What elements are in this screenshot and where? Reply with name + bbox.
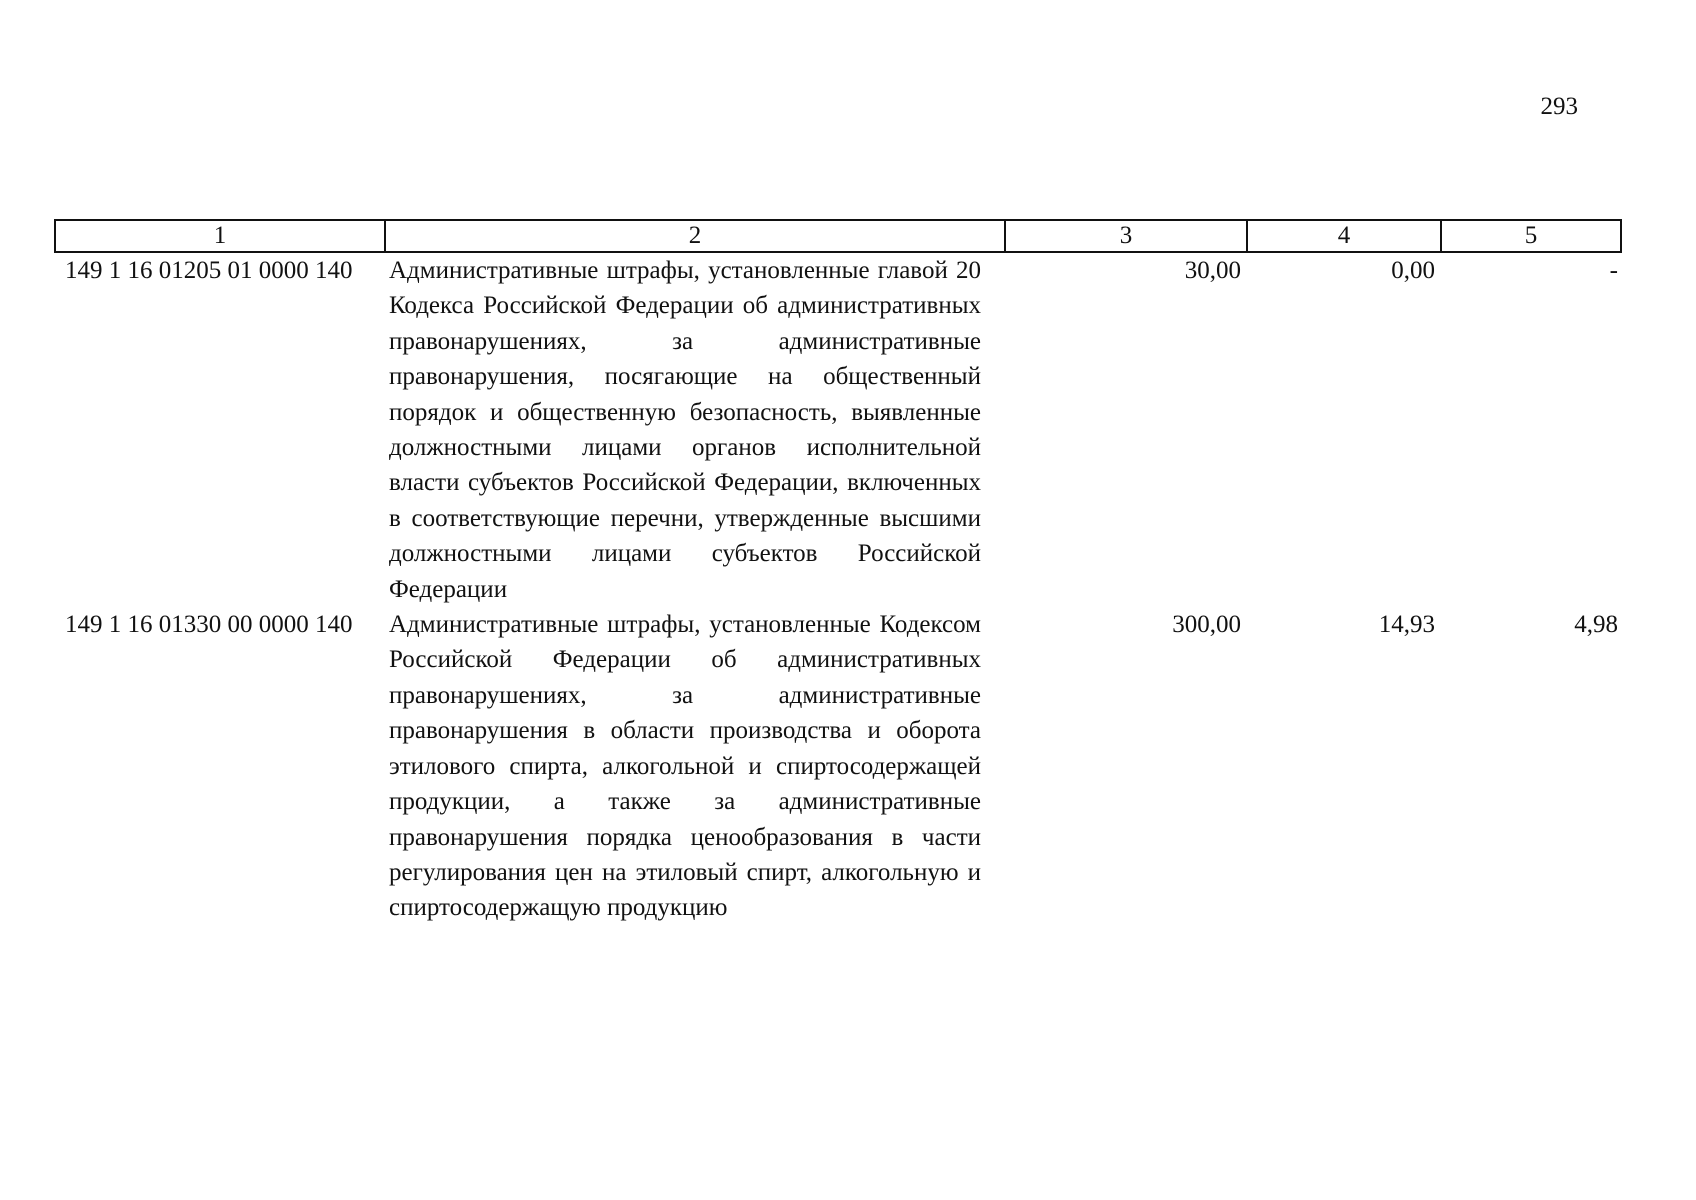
header-col-2: 2 [385, 220, 1005, 252]
budget-code: 149 1 16 01205 01 0000 140 [65, 257, 353, 284]
revenue-description: Административные штрафы, установленные главой 20 Кодекса Российской Федерации об административных правонарушениях, за административные правонарушения, посягающие на общественный порядок и общественную безопасность, выявленные должностными лицами органов исполнительной власти субъектов Российской Федерации, включенных в соответствующие перечни, утвержденные высшими должностными лицами субъектов Российской Федерации [389, 257, 981, 603]
table-row [55, 607, 1621, 926]
page-number: 293 [1540, 93, 1578, 120]
value-col-4: 14,93 [1378, 611, 1435, 639]
value-col-4: 0,00 [1391, 257, 1435, 284]
value-col-5: - [1609, 257, 1618, 284]
header-row [55, 220, 1621, 252]
revenue-table [54, 219, 1622, 926]
revenue-description: Административные штрафы, установленные Кодексом Российской Федерации об административных правонарушениях, за административные правонарушения в области производства и оборота этилового спирта, алкогольной и спиртосодержащей продукции, а также за административные правонарушения порядка ценообразования в части регулирования цен на этиловый спирт, алкогольную и спиртосодержащую продукцию [389, 611, 981, 922]
table-header [55, 220, 1621, 252]
table-body [55, 252, 1621, 926]
value-col-3: 30,00 [1184, 257, 1241, 284]
revenue-table-container [54, 219, 1620, 926]
budget-code: 149 1 16 01330 00 0000 140 [65, 611, 353, 639]
header-col-5: 5 [1441, 220, 1621, 252]
header-col-1: 1 [55, 220, 385, 252]
value-col-5: 4,98 [1574, 611, 1618, 639]
table-row [55, 252, 1621, 607]
header-col-4: 4 [1247, 220, 1441, 252]
header-col-3: 3 [1005, 220, 1247, 252]
value-col-3: 300,00 [1172, 611, 1241, 639]
